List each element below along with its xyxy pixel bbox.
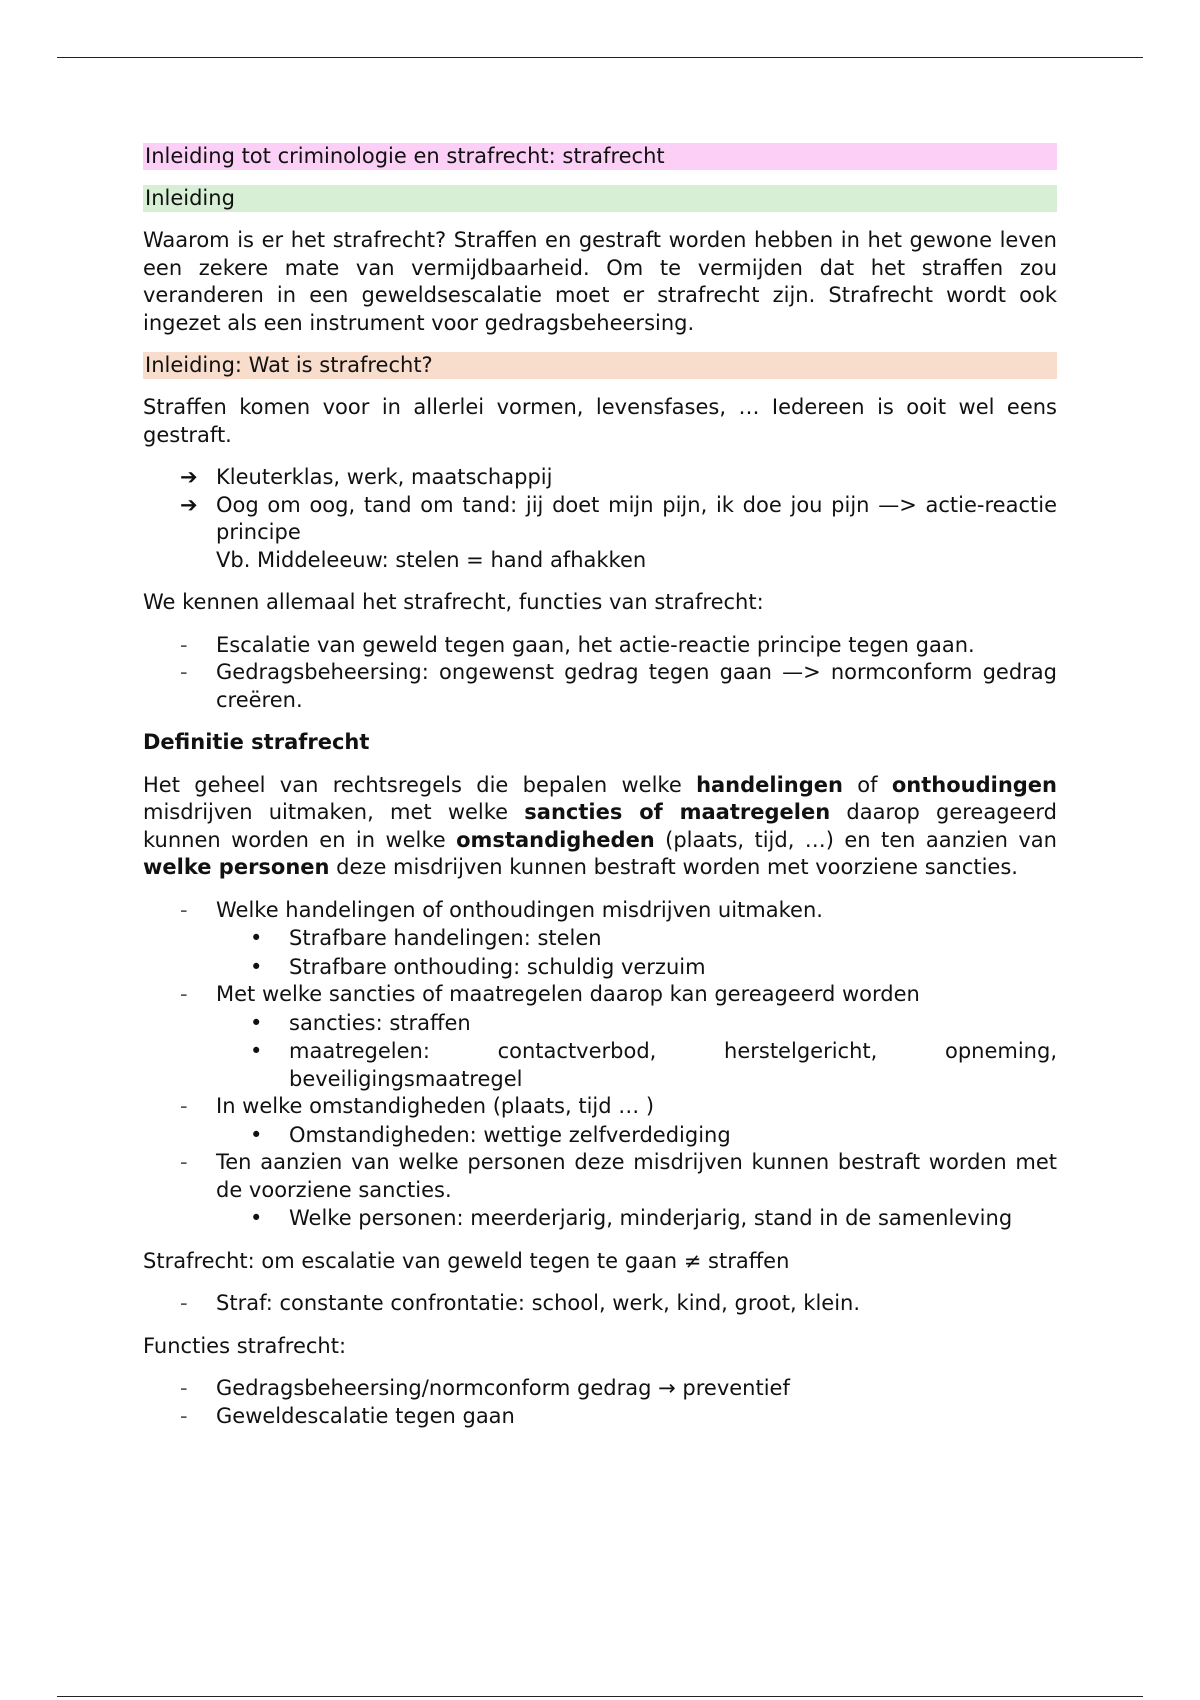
dash-bullet-icon: - [180, 1094, 188, 1118]
list-item: ➔ Kleuterklas, werk, maatschappij [143, 464, 1057, 492]
list-item: ➔ Oog om oog, tand om tand: jij doet mijn pijn, ik doe jou pijn —> actie-reactie principe Vb. Middeleeuw: stelen = hand afhakken [180, 492, 1057, 572]
round-bullet-icon: • [250, 1039, 263, 1063]
header-rule [57, 57, 1143, 58]
footer-rule [57, 1696, 1143, 1697]
paragraph-strafrecht-escalatie: Strafrecht: om escalatie van geweld tegen te gaan ≠ straffen [143, 1248, 790, 1273]
document-body [143, 143, 1057, 1445]
dash-bullet-icon: - [180, 982, 188, 1006]
paragraph-functies-strafrecht: Functies strafrecht: [143, 1333, 347, 1358]
sub-list-item: • maatregelen: contactverbod, herstelgericht, opneming, beveiligingsmaatregel [250, 1039, 1057, 1091]
definition-list [143, 897, 1057, 1233]
list-item: - Gedragsbeheersing/normconform gedrag → preventief [143, 1375, 1057, 1403]
dash-bullet-icon: - [180, 632, 188, 657]
document-title: Inleiding tot criminologie en strafrecht: strafrecht [143, 143, 1057, 170]
dash-bullet-icon: - [180, 1376, 188, 1400]
dash-bullet-icon: - [180, 1291, 188, 1315]
round-bullet-icon: • [250, 1010, 263, 1035]
section-heading-wat-is-strafrecht: Inleiding: Wat is strafrecht? [143, 352, 1057, 379]
straf-list [143, 1290, 1057, 1318]
paragraph-functies-intro: We kennen allemaal het strafrecht, functies van strafrecht: [143, 590, 764, 614]
paragraph-intro: Waarom is er het strafrecht? Straffen en gestraft worden hebben in het gewone leven een zekere mate van vermijdbaarheid. Om te vermijden dat het straffen zou veranderen in een geweldsescalatie moet er strafrecht zijn. Strafrecht wordt ook ingezet als een instrument voor gedragsbeheersing. [143, 228, 1057, 335]
definition-heading: Definitie strafrecht [143, 730, 370, 754]
paragraph-definition: Het geheel van rechtsregels die bepalen welke handelingen of onthoudingen misdrijven uitmaken, met welke sancties of maatregelen daarop gereageerd kunnen worden en in welke omstandigheden (plaats, tijd, …) en ten aanzien van welke personen deze misdrijven kunnen bestraft worden met voorziene sancties. [143, 772, 1057, 879]
functions-list [143, 632, 1057, 715]
sub-list [216, 1205, 1057, 1233]
list-item: - Welke handelingen of onthoudingen misdrijven uitmaken. • Strafbare handelingen: stelen • Strafbare onthouding: schuldig verzuim [143, 897, 1057, 982]
arrow-list [143, 464, 1057, 574]
section-heading-inleiding: Inleiding [143, 185, 1057, 212]
dash-bullet-icon: - [180, 897, 188, 922]
round-bullet-icon: • [250, 954, 263, 979]
dash-bullet-icon: - [180, 1150, 188, 1174]
dash-bullet-icon: - [180, 1403, 188, 1428]
sub-list-item: • sancties: straffen [216, 1010, 1057, 1038]
list-item: - Met welke sancties of maatregelen daarop kan gereageerd worden • sancties: straffen • maatregelen: contactverbod, herstelgericht, opneming, beveiligingsmaatregel [143, 981, 1057, 1093]
arrow-bullet-icon: ➔ [180, 465, 198, 489]
sub-list [216, 1010, 1057, 1094]
list-item: - Straf: constante confrontatie: school, werk, kind, groot, klein. [143, 1290, 1057, 1318]
list-item: - Ten aanzien van welke personen deze misdrijven kunnen bestraft worden met de voorziene sancties. • Welke personen: meerderjarig, minderjarig, stand in de samenleving [143, 1149, 1057, 1233]
sub-list-item: • Strafbare onthouding: schuldig verzuim [216, 954, 1057, 982]
sub-list-item: • Strafbare handelingen: stelen [216, 925, 1057, 953]
round-bullet-icon: • [250, 1206, 263, 1230]
list-item: - Escalatie van geweld tegen gaan, het actie-reactie principe tegen gaan. [143, 632, 1057, 660]
list-item: - In welke omstandigheden (plaats, tijd … ) • Omstandigheden: wettige zelfverdediging [143, 1093, 1057, 1149]
round-bullet-icon: • [250, 1122, 263, 1147]
functies-list [143, 1375, 1057, 1430]
sub-list [216, 925, 1057, 981]
list-item: - Gedragsbeheersing: ongewenst gedrag tegen gaan —> normconform gedrag creëren. [180, 660, 1057, 712]
paragraph-straffen: Straffen komen voor in allerlei vormen, levensfases, … Iedereen is ooit wel eens gestraft. [143, 395, 1057, 447]
sub-list [216, 1122, 1057, 1150]
round-bullet-icon: • [250, 926, 263, 950]
arrow-bullet-icon: ➔ [180, 492, 198, 517]
sub-list-item: • Omstandigheden: wettige zelfverdediging [216, 1122, 1057, 1150]
sub-list-item: • Welke personen: meerderjarig, minderjarig, stand in de samenleving [216, 1205, 1057, 1233]
list-item: - Geweldescalatie tegen gaan [143, 1403, 1057, 1431]
dash-bullet-icon: - [180, 660, 188, 684]
